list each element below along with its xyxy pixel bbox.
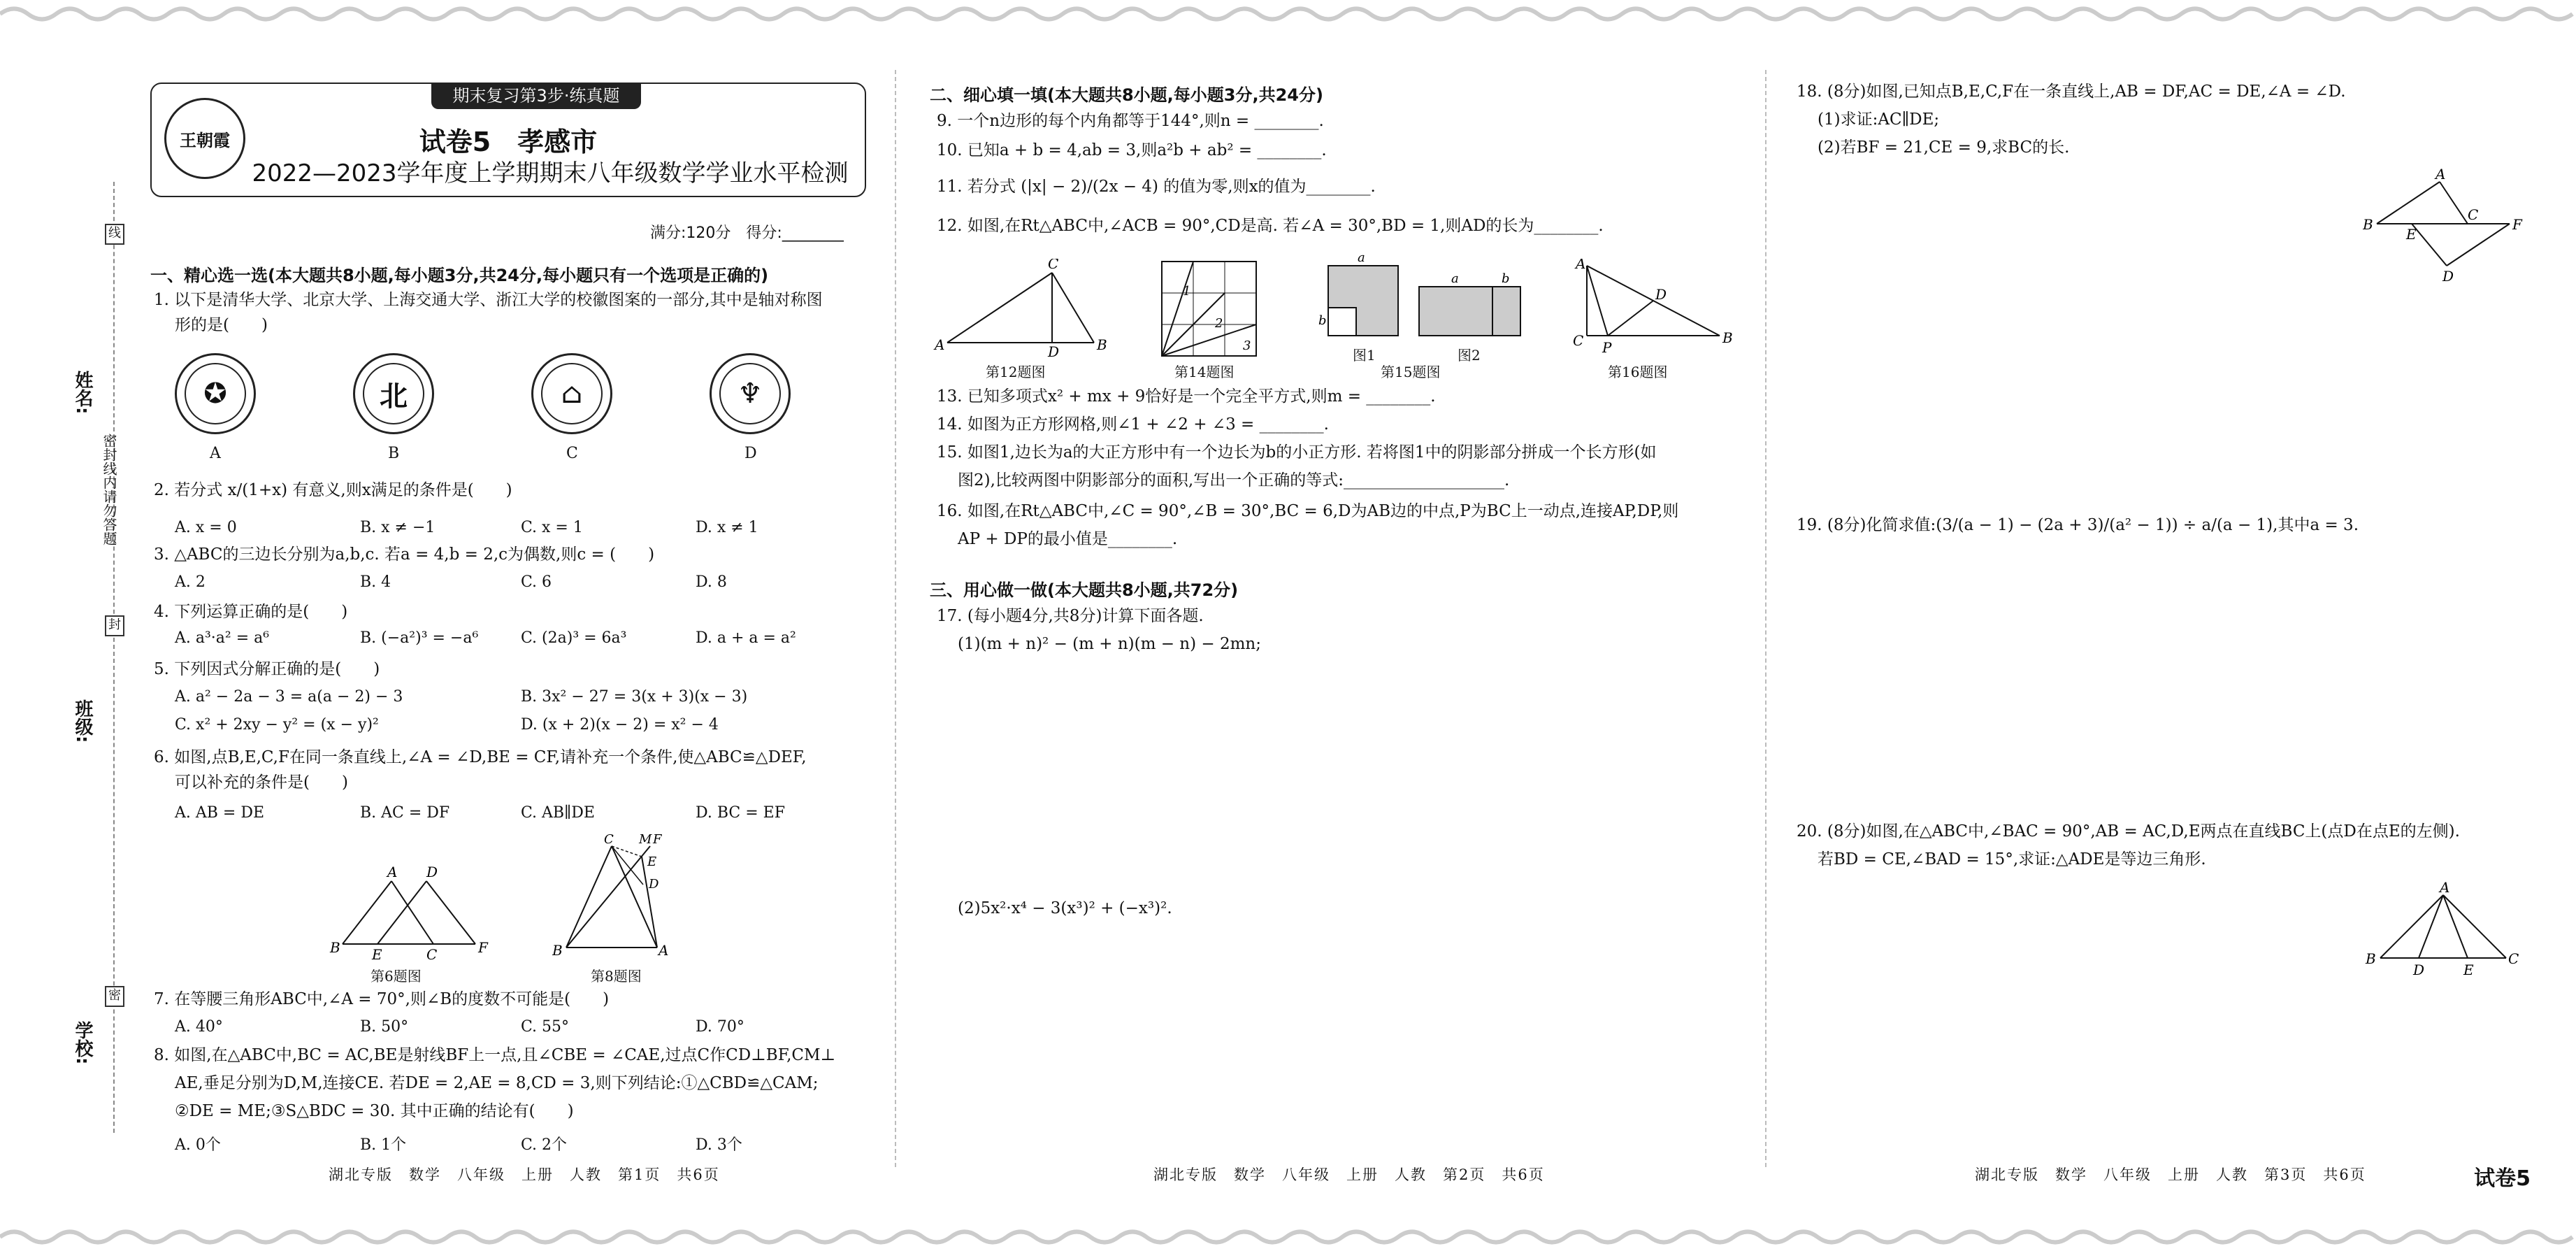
svg-text:F: F xyxy=(2512,216,2522,233)
q5-opt-a: A. a² − 2a − 3 = a(a − 2) − 3 xyxy=(175,688,403,706)
svg-text:b: b xyxy=(1502,271,1510,286)
q1-line1: 1. 以下是清华大学、北京大学、上海交通大学、浙江大学的校徽图案的一部分,其中是轴对称图 xyxy=(154,291,823,309)
fig16-caption: 第16题图 xyxy=(1608,364,1668,380)
section1-title: 一、精心选一选(本大题共8小题,每小题3分,共24分,每小题只有一个选项是正确的) xyxy=(150,266,769,285)
q18-part1: (1)求证:AC∥DE; xyxy=(1818,110,1940,129)
exam-title: 试卷5 孝感市 xyxy=(419,127,598,157)
q18-part2: (2)若BF = 21,CE = 9,求BC的长. xyxy=(1818,138,2070,157)
svg-text:E: E xyxy=(2406,226,2417,243)
q13: 13. 已知多项式x² + mx + 9恰好是一个完全平方式,则m = ________. xyxy=(937,387,1436,406)
page-divider xyxy=(895,70,896,1167)
svg-text:3: 3 xyxy=(1243,338,1251,353)
svg-text:F: F xyxy=(653,832,662,847)
svg-text:A: A xyxy=(935,336,945,353)
q2-opt-a: A. x = 0 xyxy=(175,519,237,536)
svg-text:C: C xyxy=(426,946,438,963)
binding-sidebar xyxy=(56,182,140,1133)
fig15-sub2: 图2 xyxy=(1458,347,1481,364)
svg-text:B: B xyxy=(2363,216,2373,233)
q3-opt-a: A. 2 xyxy=(175,573,206,591)
q5-opt-d: D. (x + 2)(x − 2) = x² − 4 xyxy=(521,716,719,734)
q3-opt-d: D. 8 xyxy=(696,573,727,591)
q3-opt-c: C. 6 xyxy=(521,573,552,591)
q7-opt-b: B. 50° xyxy=(360,1018,409,1036)
figure-q12 xyxy=(933,259,1115,357)
fig15-caption: 第15题图 xyxy=(1381,364,1441,380)
figure-q15 xyxy=(1314,252,1531,343)
q4-opt-b: B. (−a²)³ = −a⁶ xyxy=(360,629,479,647)
section3-title: 三、用心做一做(本大题共8小题,共72分) xyxy=(930,580,1239,600)
emblem-b-icon: 北 xyxy=(353,353,434,434)
seal-mark-xian: 线 xyxy=(105,224,124,245)
svg-text:D: D xyxy=(426,864,438,880)
q17: 17. (每小题4分,共8分)计算下面各题. xyxy=(937,607,1204,625)
svg-text:D: D xyxy=(2413,962,2425,978)
figure-q8 xyxy=(552,832,692,965)
svg-text:1: 1 xyxy=(1183,284,1191,299)
q14: 14. 如图为正方形网格,则∠1 + ∠2 + ∠3 = ________. xyxy=(937,415,1329,434)
svg-text:2: 2 xyxy=(1215,316,1223,331)
exam-header xyxy=(150,83,866,197)
q4-opt-d: D. a + a = a² xyxy=(696,629,796,647)
q1-label-c: C xyxy=(566,445,578,462)
q7-opt-c: C. 55° xyxy=(521,1018,570,1036)
q19: 19. (8分)化简求值:(3/(a − 1) − (2a + 3)/(a² − 1)) ÷ a/(a − 1),其中a = 3. xyxy=(1797,516,2359,534)
q5-opt-b: B. 3x² − 27 = 3(x + 3)(x − 3) xyxy=(521,688,748,706)
svg-text:a: a xyxy=(1358,252,1365,265)
q6-line2: 可以补充的条件是( ) xyxy=(175,773,348,792)
figure-q16 xyxy=(1566,259,1734,357)
q8-line2: AE,垂足分别为D,M,连接CE. 若DE = 2,AE = 8,CD = 3,则下列结论:①△CBD≌△CAM; xyxy=(175,1074,819,1092)
q6-opt-c: C. AB∥DE xyxy=(521,804,595,822)
figure-q6 xyxy=(329,860,489,965)
svg-text:F: F xyxy=(478,939,488,956)
figure-q20 xyxy=(2363,881,2524,979)
svg-text:A: A xyxy=(2435,168,2446,183)
header-tab: 期末复习第3步·练真题 xyxy=(431,83,641,109)
q1-label-a: A xyxy=(210,445,221,462)
svg-text:D: D xyxy=(1048,343,1060,357)
q7-opt-a: A. 40° xyxy=(175,1018,223,1036)
fig12-caption: 第12题图 xyxy=(986,364,1046,380)
svg-text:C: C xyxy=(2468,206,2479,223)
q20-line1: 20. (8分)如图,在△ABC中,∠BAC = 90°,AB = AC,D,E两点在直线BC上(点D在点E的左侧). xyxy=(1797,822,2460,841)
svg-text:M: M xyxy=(639,832,652,847)
q17-part1: (1)(m + n)² − (m + n)(m − n) − 2mn; xyxy=(958,635,1261,653)
svg-text:A: A xyxy=(659,942,669,959)
q17-part2: (2)5x²·x⁴ − 3(x³)² + (−x³)². xyxy=(958,899,1172,917)
q8-opt-b: B. 1个 xyxy=(360,1136,407,1154)
fig14-caption: 第14题图 xyxy=(1174,364,1235,380)
svg-text:b: b xyxy=(1318,313,1327,328)
q8-line1: 8. 如图,在△ABC中,BC = AC,BE是射线BF上一点,且∠CBE = ∠CAE,过点C作CD⊥BF,CM⊥ xyxy=(154,1046,836,1064)
q12: 12. 如图,在Rt△ABC中,∠ACB = 90°,CD是高. 若∠A = 30°,BD = 1,则AD的长为________. xyxy=(937,217,1604,235)
q7-stem: 7. 在等腰三角形ABC中,∠A = 70°,则∠B的度数不可能是( ) xyxy=(154,990,610,1008)
svg-text:E: E xyxy=(647,855,657,869)
svg-text:D: D xyxy=(649,877,659,892)
svg-text:D: D xyxy=(2442,268,2454,285)
logo-text: 王朝霞 xyxy=(180,129,230,150)
svg-text:B: B xyxy=(552,942,563,959)
q11: 11. 若分式 (|x| − 2)/(2x − 4) 的值为零,则x的值为________. xyxy=(937,178,1376,196)
svg-text:P: P xyxy=(1602,339,1612,356)
q4-stem: 4. 下列运算正确的是( ) xyxy=(154,603,348,621)
q2-opt-c: C. x = 1 xyxy=(521,519,583,536)
page3-footer: 湖北专版 数学 八年级 上册 人教 第3页 共6页 xyxy=(1975,1166,2366,1183)
figure-q18 xyxy=(2363,168,2524,287)
section2-title: 二、细心填一填(本大题共8小题,每小题3分,共24分) xyxy=(930,85,1323,105)
svg-text:E: E xyxy=(372,946,382,963)
fig15-sub1: 图1 xyxy=(1353,347,1376,364)
q1-label-d: D xyxy=(744,445,757,462)
q3-stem: 3. △ABC的三边长分别为a,b,c. 若a = 4,b = 2,c为偶数,则c = ( ) xyxy=(154,545,655,564)
q15-line2: 图2),比较两图中阴影部分的面积,写出一个正确的等式:____________________. xyxy=(958,471,1510,489)
seal-notice: 密封线内请勿答题 xyxy=(101,434,117,545)
exam-badge: 试卷5 xyxy=(2474,1166,2531,1191)
wavy-border-bottom xyxy=(0,1223,2576,1251)
school-label: 学校: xyxy=(72,1021,93,1065)
fig8-caption: 第8题图 xyxy=(591,968,642,985)
q16-line2: AP + DP的最小值是________. xyxy=(958,530,1178,548)
q10: 10. 已知a + b = 4,ab = 3,则a²b + ab² = ________. xyxy=(937,141,1327,159)
q1-line2: 形的是( ) xyxy=(175,316,268,334)
svg-text:a: a xyxy=(1451,271,1459,286)
page-divider xyxy=(1765,70,1766,1167)
svg-text:C: C xyxy=(1048,259,1059,272)
q4-opt-c: C. (2a)³ = 6a³ xyxy=(521,629,627,647)
q7-opt-d: D. 70° xyxy=(696,1018,744,1036)
q2-stem: 2. 若分式 x/(1+x) 有意义,则x满足的条件是( ) xyxy=(154,481,512,499)
svg-text:A: A xyxy=(1576,259,1586,272)
emblem-a-icon: ✪ xyxy=(175,353,256,434)
q3-opt-b: B. 4 xyxy=(360,573,391,591)
svg-text:D: D xyxy=(1655,286,1667,303)
q9: 9. 一个n边形的每个内角都等于144°,则n = ________. xyxy=(937,112,1324,130)
page2-footer: 湖北专版 数学 八年级 上册 人教 第2页 共6页 xyxy=(1153,1166,1545,1183)
svg-text:A: A xyxy=(2440,881,2450,896)
emblem-c-icon: ⌂ xyxy=(531,353,612,434)
wavy-border-top xyxy=(0,0,2576,28)
q6-opt-d: D. BC = EF xyxy=(696,804,785,822)
q18-line1: 18. (8分)如图,已知点B,E,C,F在一条直线上,AB = DF,AC = DE,∠A = ∠D. xyxy=(1797,83,2346,101)
q8-opt-c: C. 2个 xyxy=(521,1136,568,1154)
q5-opt-c: C. x² + 2xy − y² = (x − y)² xyxy=(175,716,379,734)
exam-subtitle: 2022—2023学年度上学期期末八年级数学学业水平检测 xyxy=(252,159,849,187)
q1-label-b: B xyxy=(388,445,400,462)
page1-footer: 湖北专版 数学 八年级 上册 人教 第1页 共6页 xyxy=(329,1166,720,1183)
q16-line1: 16. 如图,在Rt△ABC中,∠C = 90°,∠B = 30°,BC = 6,D为AB边的中点,P为BC上一动点,连接AP,DP,则 xyxy=(937,502,1679,520)
svg-text:C: C xyxy=(1573,332,1584,349)
q15-line1: 15. 如图1,边长为a的大正方形中有一个边长为b的小正方形. 若将图1中的阴影部分拼成一个长方形(如 xyxy=(937,443,1657,462)
q8-opt-a: A. 0个 xyxy=(175,1136,221,1154)
q8-line3: ②DE = ME;③S△BDC = 30. 其中正确的结论有( ) xyxy=(175,1102,574,1120)
svg-text:B: B xyxy=(1097,336,1107,353)
figure-q14-grid xyxy=(1160,260,1258,358)
q2-opt-d: D. x ≠ 1 xyxy=(696,519,758,536)
q8-opt-d: D. 3个 xyxy=(696,1136,742,1154)
svg-text:B: B xyxy=(330,939,340,956)
svg-text:C: C xyxy=(604,832,614,847)
q4-opt-a: A. a³·a² = a⁶ xyxy=(175,629,270,647)
score-line: 满分:120分 得分:________ xyxy=(650,224,844,242)
seal-mark-feng: 封 xyxy=(105,615,124,636)
q20-line2: 若BD = CE,∠BAD = 15°,求证:△ADE是等边三角形. xyxy=(1818,850,2206,868)
seal-mark-mi: 密 xyxy=(105,986,124,1007)
q2-opt-b: B. x ≠ −1 xyxy=(360,519,436,536)
name-label: 姓名: xyxy=(72,371,93,415)
q6-opt-a: A. AB = DE xyxy=(175,804,265,822)
q5-stem: 5. 下列因式分解正确的是( ) xyxy=(154,660,380,678)
class-label: 班级: xyxy=(72,699,93,743)
emblem-d-icon: ♆ xyxy=(710,353,791,434)
q6-line1: 6. 如图,点B,E,C,F在同一条直线上,∠A = ∠D,BE = CF,请补充一个条件,使△ABC≌△DEF, xyxy=(154,748,807,766)
svg-text:E: E xyxy=(2463,962,2474,978)
svg-text:B: B xyxy=(1722,329,1733,346)
svg-text:A: A xyxy=(387,864,398,880)
svg-text:C: C xyxy=(2508,950,2519,967)
fig6-caption: 第6题图 xyxy=(370,968,422,985)
svg-text:B: B xyxy=(2366,950,2376,967)
q6-opt-b: B. AC = DF xyxy=(360,804,450,822)
